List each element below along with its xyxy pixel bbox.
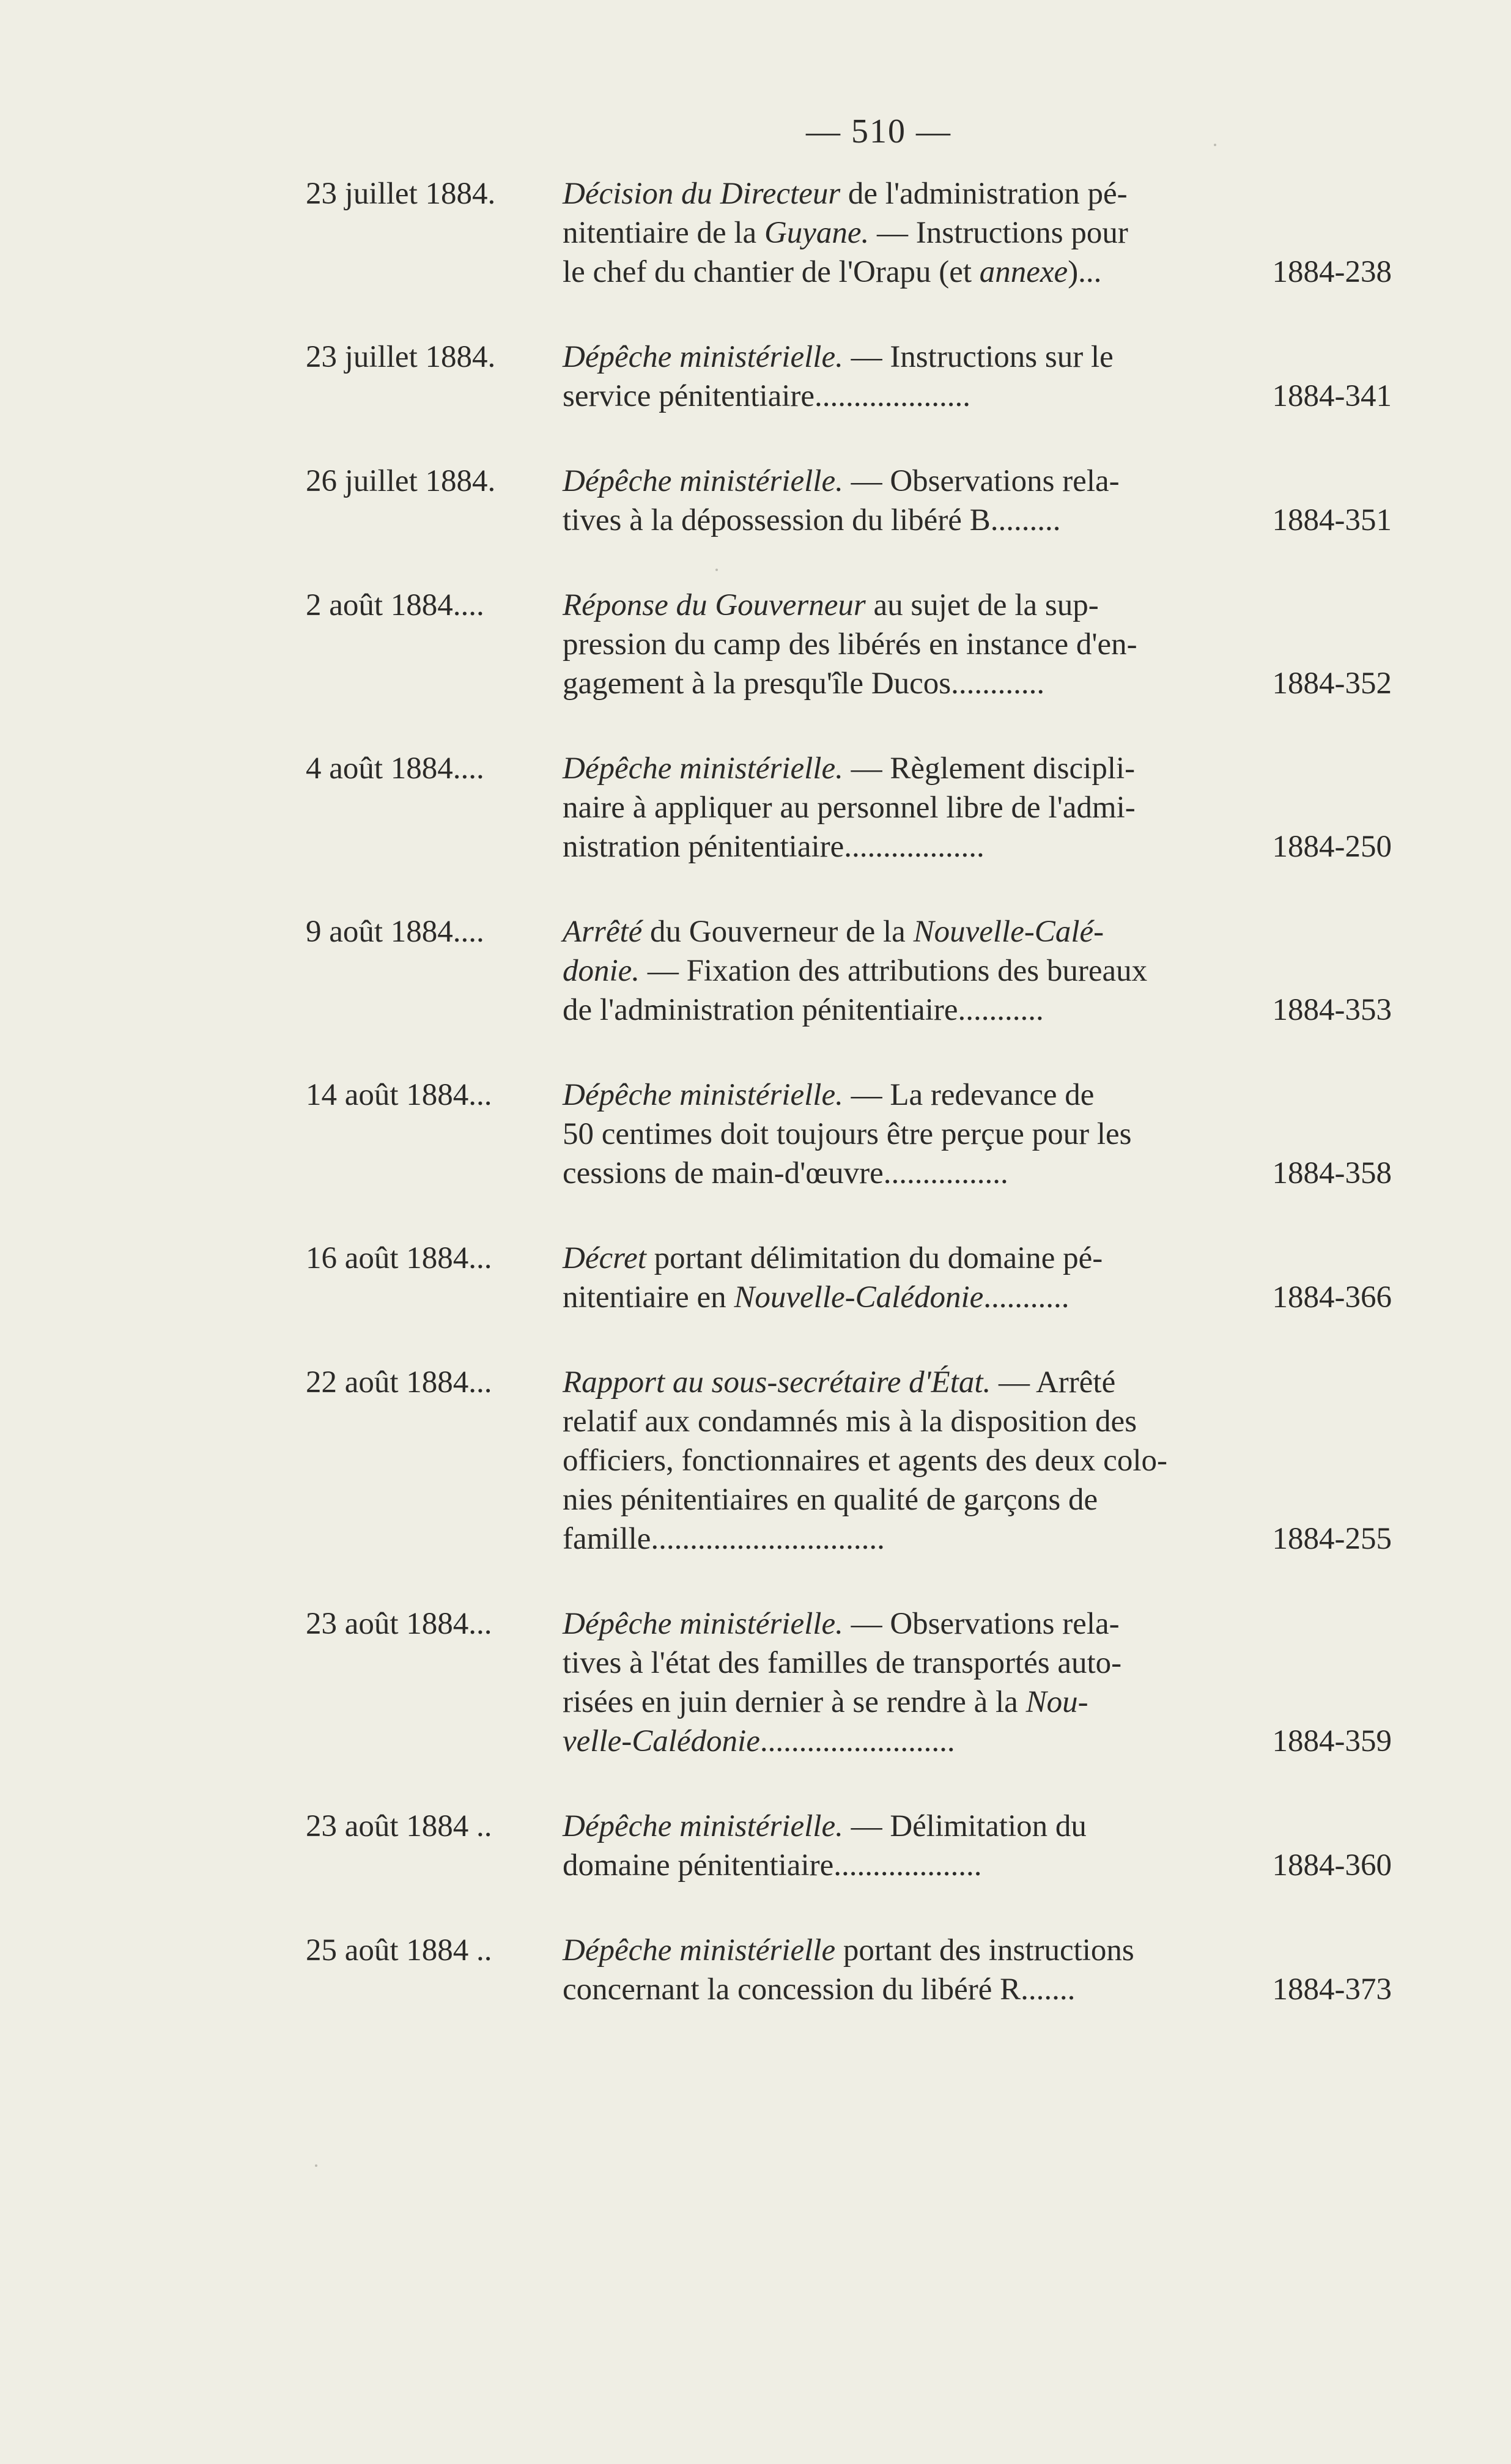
index-entry	[0, 1075, 1511, 1193]
text-segment: — Fixation des attributions des bureaux	[640, 954, 1148, 988]
text-segment: le chef du chantier de l'Orapu (et	[563, 255, 980, 289]
description-line	[563, 625, 1235, 664]
paper-speck	[1214, 144, 1216, 146]
entry-reference: 1884-373	[1272, 1972, 1392, 2007]
text-segment: risées en juin dernier à se rendre à la	[563, 1685, 1026, 1719]
description-line	[563, 1402, 1235, 1441]
entry-date: 23 juillet 1884.	[306, 177, 496, 211]
description-line	[563, 174, 1235, 213]
description-line	[563, 1075, 1235, 1115]
entry-description	[563, 1807, 1235, 1885]
italic-segment: Nou-	[1025, 1685, 1088, 1719]
entry-description	[563, 1931, 1235, 2009]
text-segment: service pénitentiaire....................	[563, 379, 971, 413]
description-line	[563, 1846, 1235, 1885]
entry-date: 2 août 1884....	[306, 588, 484, 622]
italic-segment: Nouvelle-Calé-	[913, 915, 1104, 949]
text-segment: nies pénitentiaires en qualité de garçons de	[563, 1483, 1098, 1517]
index-entry	[0, 749, 1511, 866]
text-segment: officiers, fonctionnaires et agents des deux colo-	[563, 1444, 1167, 1478]
description-line	[563, 1239, 1235, 1278]
text-segment: portant délimitation du domaine pé-	[646, 1241, 1103, 1275]
text-segment: du Gouverneur de la	[642, 915, 914, 949]
entry-date: 9 août 1884....	[306, 915, 484, 949]
entry-description	[563, 1239, 1235, 1317]
index-entry	[0, 1604, 1511, 1761]
text-segment: — Délimitation du	[843, 1809, 1087, 1843]
italic-segment: Dépêche ministérielle.	[563, 1078, 843, 1112]
text-segment: cessions de main-d'œuvre................	[563, 1156, 1008, 1190]
text-segment: au sujet de la sup-	[865, 588, 1099, 622]
paper-speck	[315, 2164, 317, 2167]
italic-segment: Réponse du Gouverneur	[563, 588, 866, 622]
index-entry	[0, 586, 1511, 703]
entry-date: 22 août 1884...	[306, 1365, 492, 1400]
text-segment: — Instructions pour	[869, 216, 1128, 250]
description-line	[563, 1683, 1235, 1722]
description-line	[563, 462, 1235, 501]
text-segment: de l'administration pénitentiaire...........	[563, 993, 1044, 1027]
index-entry	[0, 1807, 1511, 1885]
entry-description	[563, 749, 1235, 866]
entry-description	[563, 1075, 1235, 1193]
entry-date: 25 août 1884 ..	[306, 1933, 492, 1968]
entry-date: 16 août 1884...	[306, 1241, 492, 1275]
description-line	[563, 749, 1235, 788]
description-line	[563, 1970, 1235, 2009]
text-segment: — Arrêté	[991, 1365, 1116, 1400]
text-segment: — Observations rela-	[843, 1607, 1120, 1641]
paper-speck	[715, 569, 718, 571]
description-line	[563, 586, 1235, 625]
description-line	[563, 1154, 1235, 1193]
entry-reference: 1884-352	[1272, 666, 1392, 701]
text-segment: — La redevance de	[843, 1078, 1095, 1112]
italic-segment: donie.	[563, 954, 640, 988]
description-line	[563, 1643, 1235, 1683]
entry-date: 23 juillet 1884.	[306, 340, 496, 374]
italic-segment: Dépêche ministérielle.	[563, 1607, 843, 1641]
entry-date: 4 août 1884....	[306, 751, 484, 786]
index-entry	[0, 912, 1511, 1030]
description-line	[563, 990, 1235, 1030]
entry-date: 14 août 1884...	[306, 1078, 492, 1112]
entry-description	[563, 1363, 1235, 1558]
entry-reference: 1884-351	[1272, 503, 1392, 537]
text-segment: concernant la concession du libéré R.......	[563, 1972, 1076, 2007]
italic-segment: Guyane.	[764, 216, 870, 250]
text-segment: — Règlement discipli-	[843, 751, 1136, 786]
text-segment: nitentiaire de la	[563, 216, 764, 250]
index-entry	[0, 1931, 1511, 2009]
text-segment: relatif aux condamnés mis à la disposition des	[563, 1404, 1137, 1439]
description-line	[563, 1807, 1235, 1846]
text-segment: )...	[1068, 255, 1102, 289]
italic-segment: Arrêté	[563, 915, 643, 949]
description-line	[563, 1441, 1235, 1480]
text-segment: domaine pénitentiaire...................	[563, 1848, 982, 1883]
text-segment: naire à appliquer au personnel libre de l'admi-	[563, 791, 1136, 825]
entry-reference: 1884-359	[1272, 1724, 1392, 1758]
description-line	[563, 1278, 1235, 1317]
description-line	[563, 213, 1235, 253]
index-entry	[0, 174, 1511, 292]
description-line	[563, 1480, 1235, 1519]
entry-date: 23 août 1884...	[306, 1607, 492, 1641]
description-line	[563, 664, 1235, 703]
text-segment: — Instructions sur le	[843, 340, 1114, 374]
page-number: — 510 —	[806, 113, 951, 150]
text-segment: nistration pénitentiaire..................	[563, 830, 985, 864]
description-line	[563, 1722, 1235, 1761]
italic-segment: Dépêche ministérielle.	[563, 751, 843, 786]
description-line	[563, 253, 1235, 292]
italic-segment: Décret	[563, 1241, 646, 1275]
text-segment: portant des instructions	[835, 1933, 1134, 1968]
description-line	[563, 377, 1235, 416]
description-line	[563, 912, 1235, 951]
text-segment: de l'administration pé-	[840, 177, 1128, 211]
entry-description	[563, 174, 1235, 292]
text-segment: 50 centimes doit toujours être perçue pour les	[563, 1117, 1132, 1151]
entry-reference: 1884-250	[1272, 830, 1392, 864]
entry-description	[563, 912, 1235, 1030]
text-segment: tives à l'état des familles de transportés auto-	[563, 1646, 1122, 1680]
text-segment: tives à la dépossession du libéré B.........	[563, 503, 1061, 537]
entry-description	[563, 1604, 1235, 1761]
description-line	[563, 1931, 1235, 1970]
description-line	[563, 1115, 1235, 1154]
text-segment: famille..............................	[563, 1522, 885, 1556]
entry-date: 23 août 1884 ..	[306, 1809, 492, 1843]
text-segment: — Observations rela-	[843, 464, 1120, 498]
text-segment: .........................	[759, 1724, 955, 1758]
entry-reference: 1884-341	[1272, 379, 1392, 413]
entry-reference: 1884-358	[1272, 1156, 1392, 1190]
italic-segment: annexe	[979, 255, 1068, 289]
description-line	[563, 1363, 1235, 1402]
text-segment: pression du camp des libérés en instance d'en-	[563, 627, 1137, 662]
entry-description	[563, 586, 1235, 703]
italic-segment: Rapport au sous-secrétaire d'État.	[563, 1365, 991, 1400]
index-entry	[0, 1239, 1511, 1317]
description-line	[563, 788, 1235, 827]
italic-segment: Nouvelle-Calédonie	[734, 1280, 984, 1315]
italic-segment: velle-Calédonie	[563, 1724, 760, 1758]
entry-reference: 1884-255	[1272, 1522, 1392, 1556]
entry-date: 26 juillet 1884.	[306, 464, 496, 498]
description-line	[563, 951, 1235, 990]
entry-reference: 1884-360	[1272, 1848, 1392, 1883]
text-segment: ...........	[983, 1280, 1070, 1315]
text-segment: gagement à la presqu'île Ducos............	[563, 666, 1045, 701]
description-line	[563, 501, 1235, 540]
description-line	[563, 1519, 1235, 1558]
italic-segment: Dépêche ministérielle.	[563, 340, 843, 374]
entry-reference: 1884-238	[1272, 255, 1392, 289]
text-segment: nitentiaire en	[563, 1280, 734, 1315]
italic-segment: Dépêche ministérielle.	[563, 464, 843, 498]
entry-reference: 1884-353	[1272, 993, 1392, 1027]
italic-segment: Décision du Directeur	[563, 177, 841, 211]
entry-reference: 1884-366	[1272, 1280, 1392, 1315]
index-entry	[0, 338, 1511, 416]
italic-segment: Dépêche ministérielle	[563, 1933, 836, 1968]
italic-segment: Dépêche ministérielle.	[563, 1809, 843, 1843]
entries-list	[0, 174, 1511, 2055]
entry-description	[563, 462, 1235, 540]
description-line	[563, 827, 1235, 866]
entry-description	[563, 338, 1235, 416]
index-entry	[0, 462, 1511, 540]
index-entry	[0, 1363, 1511, 1558]
description-line	[563, 338, 1235, 377]
description-line	[563, 1604, 1235, 1643]
